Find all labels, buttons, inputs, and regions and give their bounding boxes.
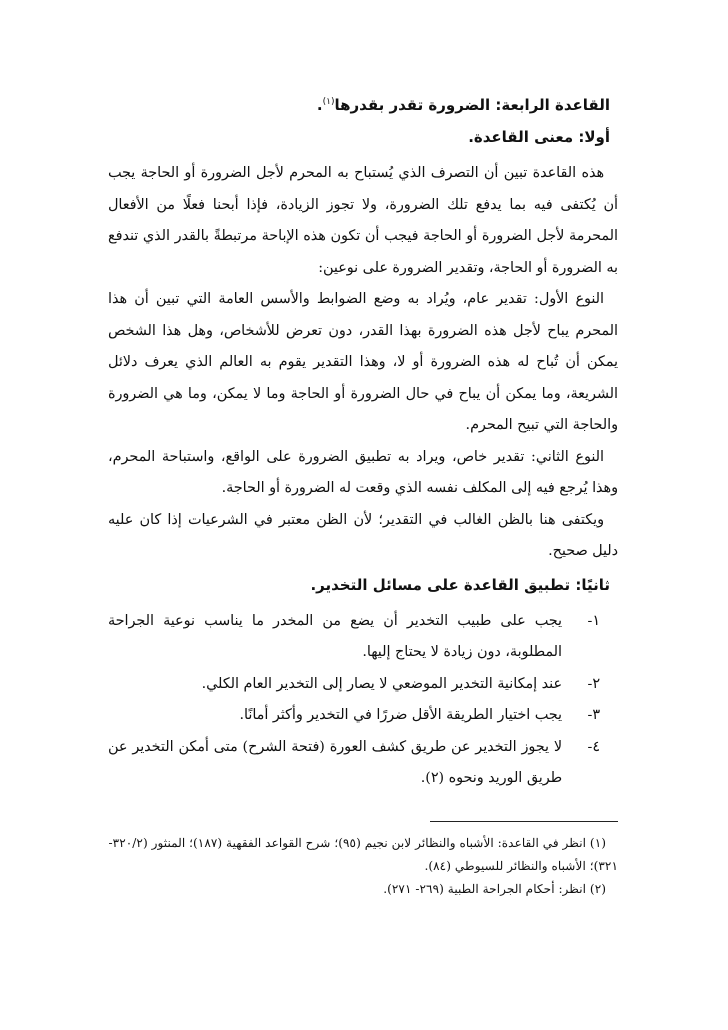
section-heading-first: أولا: معنى القاعدة. <box>468 128 610 146</box>
footnote-1: (١) انظر في القاعدة: الأشباه والنظائر لابن نجيم (٩٥)؛ شرح القواعد الفقهية (١٨٧)؛ المنثور (٣٢٠/٢- <box>108 835 606 850</box>
list-item-text: لا يجوز التخدير عن طريق كشف العورة (فتحة الشرح) متى أمكن التخدير عن طريق الوريد ونحوه (٢). <box>108 738 562 786</box>
rule-heading <box>108 88 618 123</box>
list-item-text: يجب اختيار الطريقة الأقل ضررًا في التخدير وأكثر أمانًا. <box>239 707 562 723</box>
footnote-1-continued: ٣٢١)؛ الأشباه والنظائر للسيوطي (٨٤). <box>424 858 618 873</box>
footnotes <box>108 832 618 901</box>
footnote-separator <box>430 821 618 822</box>
paragraph-type-one: النوع الأول: تقدير عام، ويُراد به وضع الضوابط والأسس العامة التي تبين أن هذا المحرم يباح لأجل هذه الضرورة بهذا القدر، دون تعرض للأشخاص، وهل هذا الشخص يمكن أن تُباح له هذه الضرورة أو لا، وهذا التقدير يقوم به العالم الذي يعرف دلائل الشريعة، وما يمكن أن يباح في حال الضرورة أو الحاجة وما لا يمكن، وما هي الضرورة والحاجة التي تبيح المحرم. <box>108 291 618 433</box>
paragraph-definition: هذه القاعدة تبين أن التصرف الذي يُستباح به المحرم لأجل الضرورة أو الحاجة يجب أن يُكتفى فيه بما يدفع تلك الضرورة، ولا تجوز الزيادة، فإذا أبحنا فعلًا من الأفعال المحرمة لأجل الضرورة أو الحاجة فيجب أن تكون هذه الإباحة مرتبطةً بالقدر الذي تندفع به الضرورة أو الحاجة، وتقدير الضرورة على نوعين: <box>108 165 618 276</box>
footnote-ref-1[interactable]: (١) <box>322 97 335 107</box>
rule-heading-text: القاعدة الرابعة: الضرورة تقدر بقدرها <box>334 96 610 114</box>
list-item <box>108 606 618 669</box>
footnote-2: (٢) انظر: أحكام الجراحة الطبية (٢٦٩- ٢٧١). <box>383 881 606 896</box>
list-item-number: ١- <box>587 612 600 629</box>
list-item <box>108 669 618 701</box>
list-item <box>108 732 618 795</box>
application-list <box>108 606 618 795</box>
list-item-number: ٣- <box>587 707 600 723</box>
page-content <box>108 88 618 901</box>
paragraph-presumption: ويكتفى هنا بالظن الغالب في التقدير؛ لأن الظن معتبر في الشرعيات إذا كان عليه دليل صحيح. <box>108 511 618 559</box>
section-heading-second: ثانيًا: تطبيق القاعدة على مسائل التخدير. <box>310 575 610 594</box>
list-item-text: يجب على طبيب التخدير أن يضع من المخدر ما يناسب نوعية الجراحة المطلوبة، دون زيادة لا يحتاج إليها. <box>108 612 562 660</box>
list-item <box>108 700 618 732</box>
rule-heading-end: . <box>316 96 323 114</box>
list-item-number: ٢- <box>587 675 600 692</box>
paragraph-type-two: النوع الثاني: تقدير خاص، ويراد به تطبيق الضرورة على الواقع، واستباحة المحرم، وهذا يُرجع فيه إلى المكلف نفسه الذي وقعت له الضرورة أو الحاجة. <box>108 448 618 496</box>
list-item-text: عند إمكانية التخدير الموضعي لا يصار إلى التخدير العام الكلي. <box>201 675 562 692</box>
list-item-number: ٤- <box>587 738 600 755</box>
